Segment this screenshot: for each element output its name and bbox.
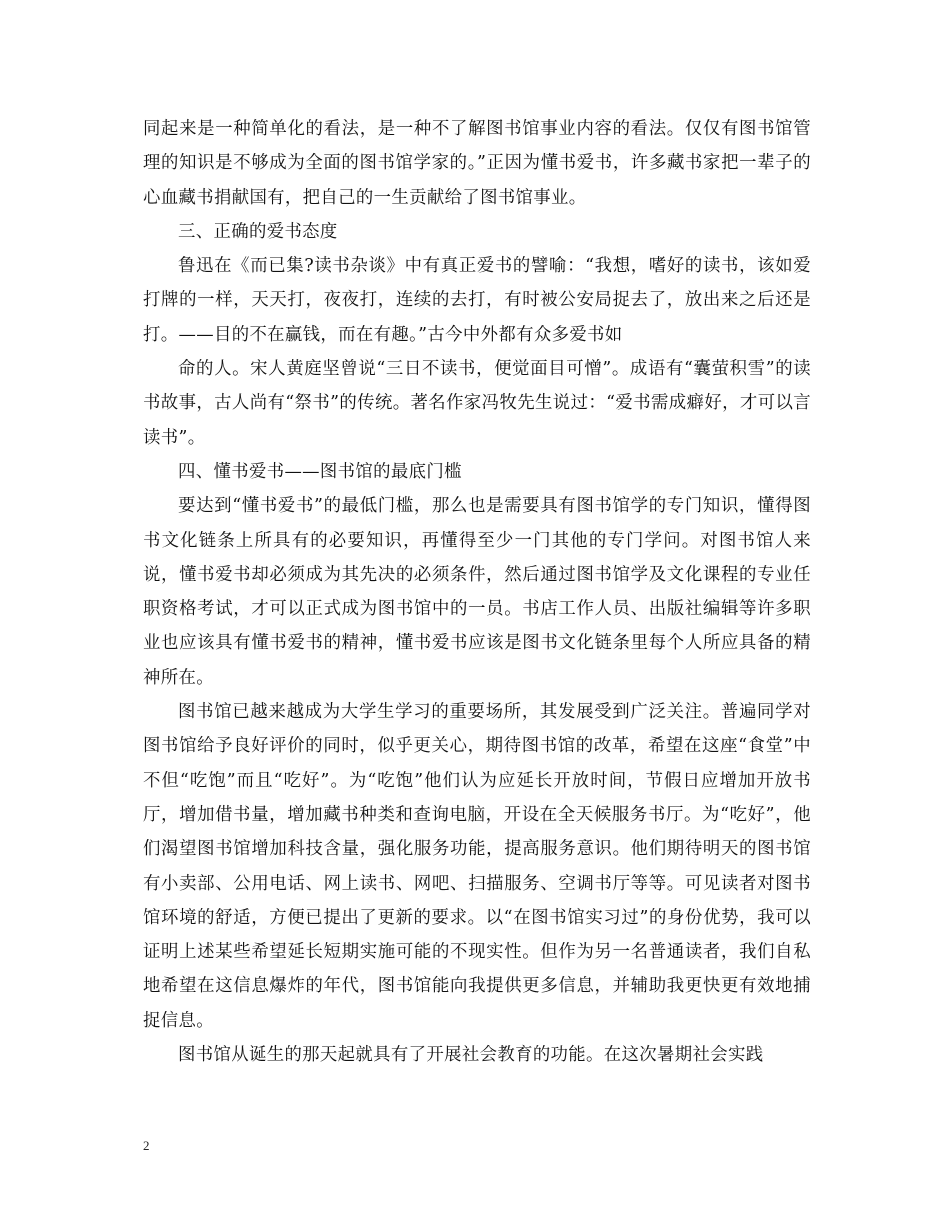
section-heading-3: 三、正确的爱书态度 xyxy=(178,221,338,242)
paragraph-5: 图书馆已越来越成为大学生学习的重要场所，其发展受到广泛关注。普遍同学对图书馆给予良好评价的同时，似乎更关心，期待图书馆的改革，希望在这座“食堂”中不但“吃饱”而且“吃好”。为“吃饱”他们认为应延长开放时间，节假日应增加开放书厅，增加借书量，增加藏书种类和查询电脑，开设在全天候服务书厅。为“吃好”，他们渴望图书馆增加科技含量，强化服务功能，提高服务意识。他们期待明天的图书馆有小卖部、公用电话、网上读书、网吧、扫描服务、空调书厅等等。可见读者对图书馆环境的舒适，方便已提出了更新的要求。以“在图书馆实习过”的身份优势，我可以证明上述某些希望延长短期实施可能的不现实性。但作为另一名普通读者，我们自私地希望在这信息爆炸的年代，图书馆能向我提供更多信息，并辅助我更快更有效地捕捉信息。 xyxy=(143,702,811,1031)
paragraph-6: 图书馆从诞生的那天起就具有了开展社会教育的功能。在这次暑期社会实践 xyxy=(178,1045,764,1066)
page-number: 2 xyxy=(143,1138,150,1153)
paragraph-3: 命的人。宋人黄庭坚曾说“三日不读书，便觉面目可憎”。成语有“囊萤积雪”的读书故事，古人尚有“祭书”的传统。著名作家冯牧先生说过：“爱书需成癖好，才可以言读书”。 xyxy=(143,359,811,448)
section-heading-4: 四、懂书爱书——图书馆的最底门槛 xyxy=(178,461,462,482)
paragraph-4: 要达到“懂书爱书”的最低门槛，那么也是需要具有图书馆学的专门知识，懂得图书文化链条上所具有的必要知识，再懂得至少一门其他的专门学问。对图书馆人来说，懂书爱书却必须成为其先决的必须条件，然后通过图书馆学及文化课程的专业任职资格考试，才可以正式成为图书馆中的一员。书店工作人员、出版社编辑等许多职业也应该具有懂书爱书的精神，懂书爱书应该是图书文化链条里每个人所应具备的精神所在。 xyxy=(143,496,811,688)
paragraph-2: 鲁迅在《而已集?读书杂谈》中有真正爱书的譬喻：“我想，嗜好的读书，该如爱打牌的一样，天天打，夜夜打，连续的去打，有时被公安局捉去了，放出来之后还是打。——目的不在赢钱，而在有趣。”古今中外都有众多爱书如 xyxy=(143,256,811,345)
document-page xyxy=(143,112,811,1072)
paragraph-1: 同起来是一种简单化的看法，是一种不了解图书馆事业内容的看法。仅仅有图书馆管理的知识是不够成为全面的图书馆学家的。”正因为懂书爱书，许多藏书家把一辈子的心血藏书捐献国有，把自己的一生贡献给了图书馆事业。 xyxy=(143,119,811,208)
